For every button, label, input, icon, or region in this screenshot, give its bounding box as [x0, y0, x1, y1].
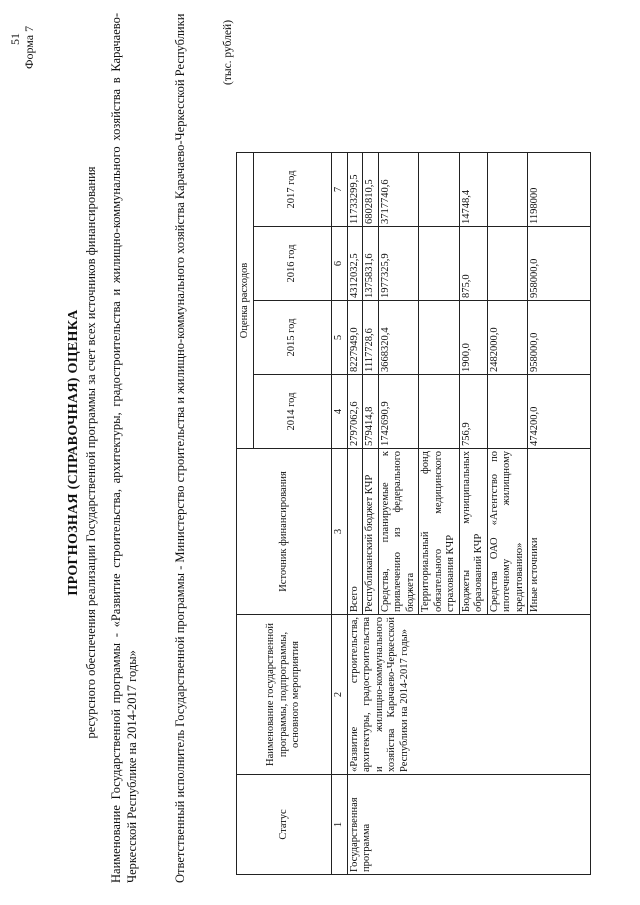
value-cell: 1900,0	[459, 301, 487, 375]
header-name: Наименование государственной программы, подпрограммы, основного мероприятия	[237, 615, 332, 775]
value-cell: 14748,4	[459, 153, 487, 227]
value-cell: 474200,0	[528, 375, 591, 449]
value-cell: 1117728,6	[363, 301, 379, 375]
column-number: 6	[332, 227, 348, 301]
value-cell	[419, 301, 460, 375]
value-cell: 8227949,0	[347, 301, 363, 375]
value-cell	[487, 153, 528, 227]
column-number-row	[332, 153, 348, 875]
value-cell	[419, 375, 460, 449]
table-row	[347, 153, 363, 875]
header-year: 2017 год	[254, 153, 332, 227]
header-year: 2016 год	[254, 227, 332, 301]
document-title: ПРОГНОЗНАЯ (СПРАВОЧНАЯ) ОЦЕНКА	[66, 309, 81, 596]
value-cell: 3668320,4	[378, 301, 419, 375]
value-cell	[487, 375, 528, 449]
column-number: 7	[332, 153, 348, 227]
header-year: 2014 год	[254, 375, 332, 449]
value-cell: 958000,0	[528, 301, 591, 375]
source-cell: Средства ОАО «Агентство по ипотечному жилищному кредитованию»	[487, 449, 528, 615]
table-header-row	[237, 153, 254, 875]
value-cell: 4312032,5	[347, 227, 363, 301]
value-cell: 958000,0	[528, 227, 591, 301]
source-cell: Иные источники	[528, 449, 591, 615]
units-note: (тыс. рублей)	[222, 19, 234, 85]
value-cell: 756,9	[459, 375, 487, 449]
page-number: 51	[8, 33, 22, 45]
value-cell: 6802810,5	[363, 153, 379, 227]
column-number: 2	[332, 615, 348, 775]
header-estimate: Оценка расходов	[237, 153, 254, 449]
source-cell: Бюджеты муниципальных образований КЧР	[459, 449, 487, 615]
form-label: Форма 7	[22, 25, 36, 69]
value-cell: 1977325,9	[378, 227, 419, 301]
value-cell: 2482000,0	[487, 301, 528, 375]
status-cell: Государственная программа	[347, 775, 591, 875]
value-cell: 2797062,6	[347, 375, 363, 449]
header-source: Источник финансирования	[237, 449, 332, 615]
value-cell: 3717740,6	[378, 153, 419, 227]
source-cell: Республиканский бюджет КЧР	[363, 449, 379, 615]
header-status: Статус	[237, 775, 332, 875]
column-number: 4	[332, 375, 348, 449]
value-cell: 579414,8	[363, 375, 379, 449]
value-cell	[487, 227, 528, 301]
value-cell: 1742690,9	[378, 375, 419, 449]
source-cell: Территориальный фонд обязательного медицинского страхования КЧР	[419, 449, 460, 615]
column-number: 5	[332, 301, 348, 375]
document-subtitle: ресурсного обеспечения реализации Государственной программы за счет всех источников финансирования	[84, 166, 98, 739]
funding-table	[236, 152, 591, 875]
responsible-executor: Ответственный исполнитель Государственной программы - Министерство строительства и жилищно-коммунального хозяйства Карачаево-Черкесской Республики	[173, 13, 187, 883]
column-number: 1	[332, 775, 348, 875]
header-year: 2015 год	[254, 301, 332, 375]
value-cell: 11733299,5	[347, 153, 363, 227]
program-name-cell: «Развитие строительства, архитектуры, градостроительства и жилищно-коммунального хозяйства Карачаево-Черкесской Республики на 2014-2017 годы»	[347, 615, 591, 775]
value-cell: 1198000	[528, 153, 591, 227]
value-cell	[419, 153, 460, 227]
value-cell: 1375831,6	[363, 227, 379, 301]
source-cell: Всего	[347, 449, 363, 615]
value-cell: 875,0	[459, 227, 487, 301]
column-number: 3	[332, 449, 348, 615]
value-cell	[419, 227, 460, 301]
source-cell: Средства, планируемые к привлечению из федерального бюджета	[378, 449, 419, 615]
program-name: Наименование Государственной программы - «Развитие строительства, архитектуры, градостроительства и жилищно-коммунального хозяйства в Карачаево-Черкесской Республике на 2014-2017 годы»	[109, 13, 139, 883]
